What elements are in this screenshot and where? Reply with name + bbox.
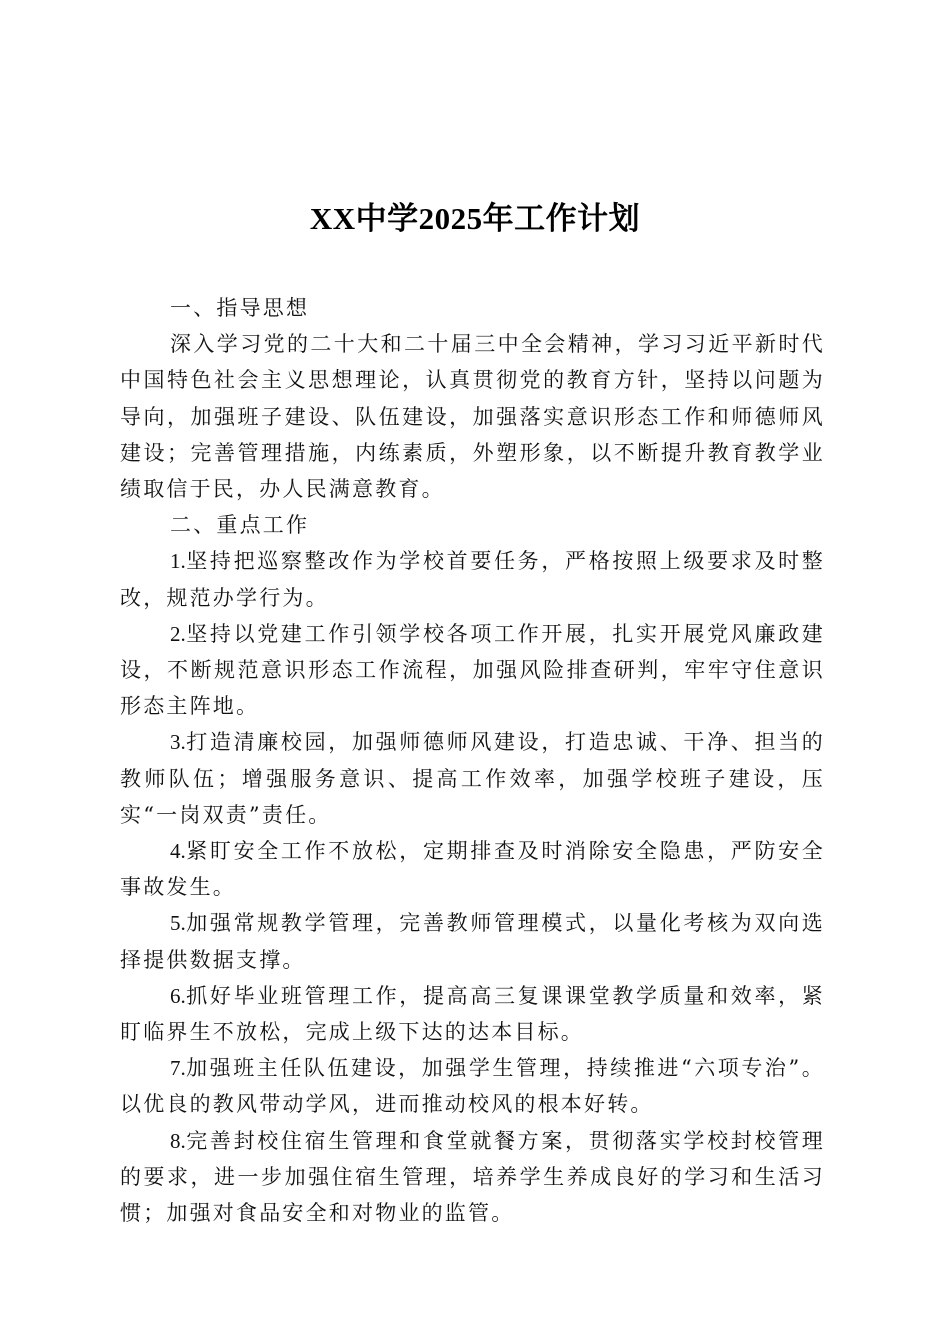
item-text: 坚持把巡察整改作为学校首要任务，严格按照上级要求及时整改，规范办学行为。 [120, 549, 825, 610]
item-text: 加强班主任队伍建设，加强学生管理，持续推进“六项专治”。以优良的教风带动学风，进而推动校风的根本好转。 [120, 1056, 825, 1117]
key-work-item-2 [120, 616, 825, 725]
item-number: 4. [170, 839, 186, 864]
item-number: 7. [170, 1056, 186, 1081]
item-text: 抓好毕业班管理工作，提高高三复课课堂教学质量和效率，紧盯临界生不放松，完成上级下达的达本目标。 [120, 983, 825, 1045]
item-number: 6. [170, 983, 186, 1008]
item-number: 8. [170, 1128, 186, 1153]
section-heading-key-work: 二、重点工作 [170, 513, 310, 538]
item-text: 完善封校住宿生管理和食堂就餐方案，贯彻落实学校封校管理的要求，进一步加强住宿生管理，培养学生养成良好的学习和生活习惯；加强对食品安全和对物业的监管。 [120, 1128, 825, 1226]
key-work-item-7 [120, 1050, 825, 1122]
item-number: 3. [170, 730, 186, 755]
key-work-item-3 [120, 724, 825, 833]
item-number: 5. [170, 911, 186, 936]
guiding-ideology-paragraph: 深入学习党的二十大和二十届三中全会精神，学习习近平新时代中国特色社会主义思想理论，认真贯彻党的教育方针，坚持以问题为导向，加强班子建设、队伍建设，加强落实意识形态工作和师德师风建设；完善管理措施，内练素质，外塑形象，以不断提升教育教学业绩取信于民，办人民满意教育。 [120, 332, 825, 502]
item-text: 加强常规教学管理，完善教师管理模式，以量化考核为双向选择提供数据支撑。 [120, 911, 825, 972]
section-heading-guiding-ideology: 一、指导思想 [170, 296, 310, 320]
key-work-item-4 [120, 833, 825, 905]
document-body [120, 290, 825, 1231]
document-title: XX中学2025年工作计划 [309, 201, 641, 236]
item-text: 打造清廉校园，加强师德师风建设，打造忠诚、干净、担当的教师队伍；增强服务意识、提高工作效率，加强学校班子建设，压实“一岗双责”责任。 [120, 730, 825, 827]
item-text: 紧盯安全工作不放松，定期排查及时消除安全隐患，严防安全事故发生。 [120, 839, 825, 900]
key-work-item-6 [120, 978, 825, 1050]
key-work-item-8 [120, 1123, 825, 1232]
key-work-item-5 [120, 905, 825, 977]
item-number: 1. [170, 549, 186, 574]
item-text: 坚持以党建工作引领学校各项工作开展，扎实开展党风廉政建设，不断规范意识形态工作流程，加强风险排查研判，牢牢守住意识形态主阵地。 [120, 621, 825, 719]
key-work-item-1 [120, 543, 825, 615]
item-number: 2. [170, 621, 186, 646]
